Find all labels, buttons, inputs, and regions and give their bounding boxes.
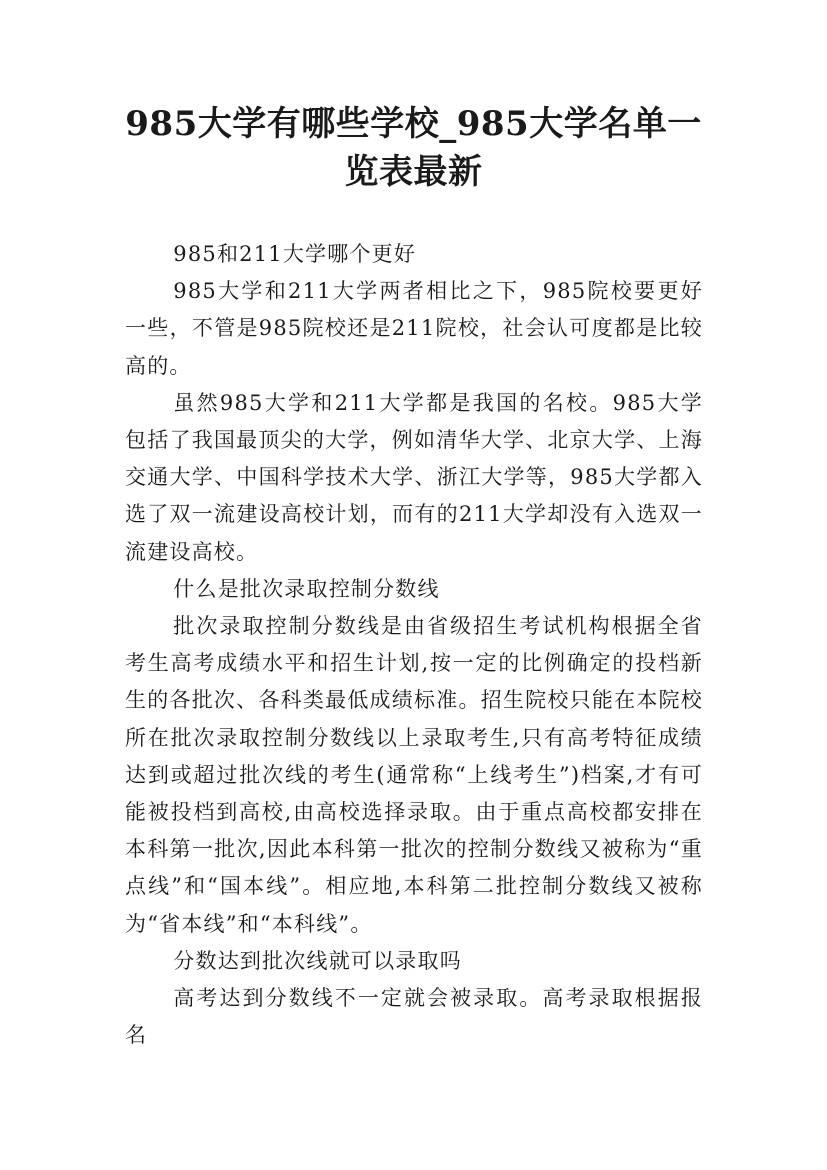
paragraph: 985大学和211大学两者相比之下，985院校要更好一些，不管是985院校还是211院校，社会认可度都是比较高的。 <box>125 279 703 378</box>
section-heading: 985和211大学哪个更好 <box>173 242 417 266</box>
section-heading: 什么是批次录取控制分数线 <box>173 576 440 601</box>
paragraph: 批次录取控制分数线是由省级招生考试机构根据全省考生高考成绩水平和招生计划,按一定的比例确定的投档新生的各批次、各科类最低成绩标准。招生院校只能在本院校所在批次录取控制分数线以上录取考生,只有高考特征成绩达到或超过批次线的考生(通常称“上线考生”)档案,才有可能被投档到高校,由高校选择录取。由于重点高校都安排在本科第一批次,因此本科第一批次的控制分数线又被称为“重点线”和“国本线”。相应地,本科第二批控制分数线又被称为“省本线”和“本科线”。 <box>125 614 703 936</box>
paragraph: 虽然985大学和211大学都是我国的名校。985大学包括了我国最顶尖的大学，例如清华大学、北京大学、上海交通大学、中国科学技术大学、浙江大学等，985大学都入选了双一流建设高校计划，而有的211大学却没有入选双一流建设高校。 <box>125 390 703 564</box>
document-body <box>125 236 703 1054</box>
section-heading: 分数达到批次线就可以录取吗 <box>173 948 462 973</box>
document-title: 985大学有哪些学校_985大学名单一览表最新 <box>125 104 702 192</box>
paragraph: 高考达到分数线不一定就会被录取。高考录取根据报名 <box>125 986 703 1048</box>
